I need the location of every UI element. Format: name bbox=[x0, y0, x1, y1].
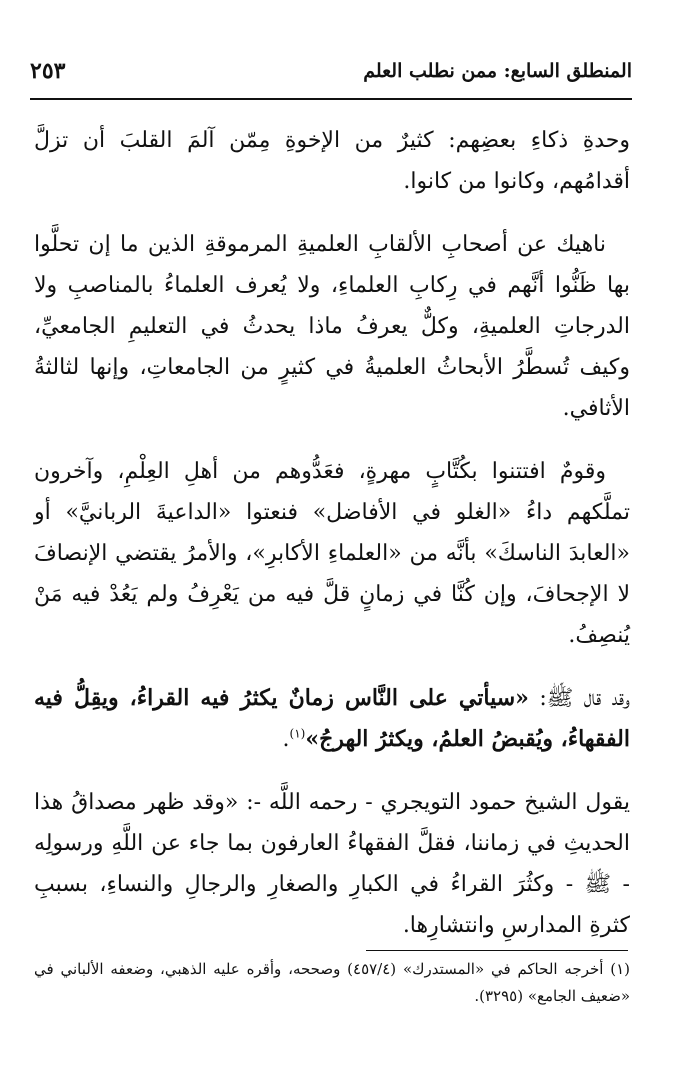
paragraph: وقومٌ افتتنوا بكُتَّابٍ مهرةٍ، فعَدُّوهم من أهلِ العِلْمِ، وآخرون تملَّكهم داءُ «الغلو في الأفاضل» فنعتوا «الداعيةَ الربانيَّ» أو «العابدَ الناسكَ» بأنَّه من «العلماءِ الأكابرِ»، والأمرُ يقتضي الإنصافَ لا الإجحافَ، وإن كُنَّا في زمانٍ قلَّ فيه من يَعْرِفُ ولم يَعُدْ فيه مَنْ يُنصِفُ. bbox=[34, 459, 630, 648]
main-text bbox=[34, 120, 630, 968]
footnote-marker: (١) bbox=[289, 726, 306, 741]
header-divider bbox=[30, 98, 632, 100]
paragraph: ناهيك عن أصحابِ الألقابِ العلميةِ المرموقةِ الذين ما إن تحلَّوا بها ظَنُّوا أنَّهم في رِكابِ العلماءِ، ولا يُعرف العلماءُ بالمناصبِ ولا الدرجاتِ العلميةِ، وكلٌّ يعرفُ ماذا يحدثُ في التعليمِ الجامعيِّ، وكيف تُسطَّرُ الأبحاثُ العلميةُ في كثيرٍ من الجامعاتِ، وإنها لثالثةُ الأثافي. bbox=[34, 232, 630, 421]
footnotes bbox=[34, 956, 630, 1010]
hadith-lead: وقد قال ﷺ: bbox=[528, 686, 630, 711]
footnote-divider bbox=[366, 950, 628, 951]
hadith-paragraph bbox=[34, 678, 630, 760]
running-header bbox=[30, 52, 632, 92]
hadith-end: . bbox=[282, 727, 290, 752]
footnote: (١) أخرجه الحاكم في «المستدرك» (٤٥٧/٤) وصححه، وأقره عليه الذهبي، وضعفه الألباني في «ضعيف الجامع» (٣٢٩٥). bbox=[34, 960, 631, 1005]
chapter-title: المنطلق السابع: ممن نطلب العلم bbox=[363, 60, 632, 82]
paragraph: يقول الشيخ حمود التويجري - رحمه اللَّه -: «وقد ظهر مصداقُ هذا الحديثِ في زماننا، فقلَّ الفقهاءُ العارفون بما جاء عن اللَّهِ ورسولِه - ﷺ - وكثُرَ القراءُ في الكبارِ والصغارِ والرجالِ والنساءِ، بسببِ كثرةِ المدارسِ وانتشارِها. bbox=[34, 790, 630, 938]
paragraph: وحدةِ ذكاءِ بعضِهم: كثيرٌ من الإخوةِ مِمّن آلمَ القلبَ أن تزلَّ أقدامُهم، وكانوا من كانوا. bbox=[34, 128, 630, 194]
hadith-text: «سيأتي على النَّاس زمانٌ يكثرُ فيه القراءُ، ويقِلُّ فيه الفقهاءُ، ويُقبضُ العلمُ، ويكثرُ الهرجُ» bbox=[34, 685, 630, 752]
page-number: ٢٥٣ bbox=[30, 58, 66, 84]
